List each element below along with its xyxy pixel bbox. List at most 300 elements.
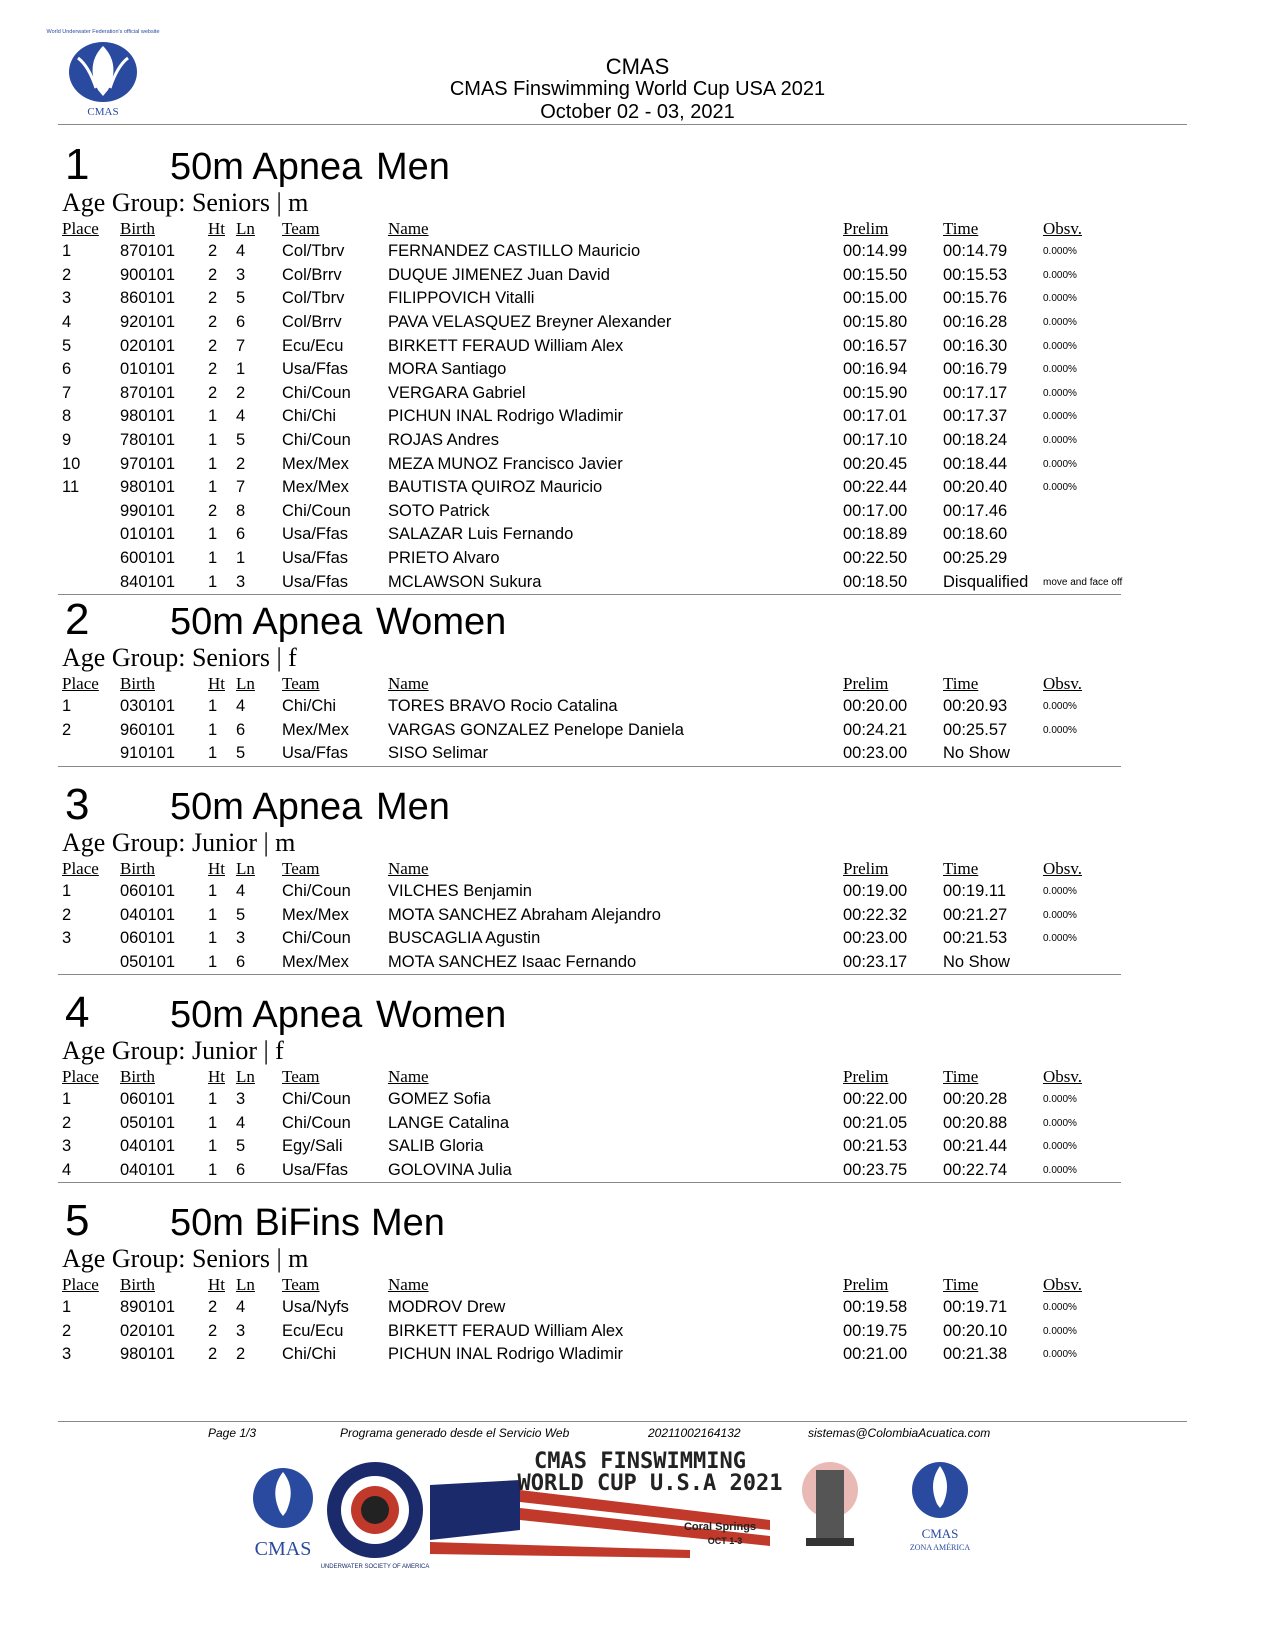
table-row <box>62 287 1192 311</box>
cell-prelim: 00:21.05 <box>843 1113 908 1132</box>
column-header-name: Name <box>388 219 429 238</box>
cell-team: Mex/Mex <box>282 454 349 473</box>
table-row <box>62 1296 1192 1320</box>
cell-name: DUQUE JIMENEZ Juan David <box>388 265 610 284</box>
cell-name: SALIB Gloria <box>388 1137 484 1156</box>
cell-obsv: 0.000% <box>1043 435 1077 447</box>
cell-place: 1 <box>62 242 72 261</box>
event-name: 50m Apnea <box>170 994 363 1036</box>
column-header-heat: Ht <box>208 1275 225 1294</box>
cell-team: Egy/Sali <box>282 1137 343 1156</box>
age-group: Age Group: Seniors | m <box>62 1244 309 1273</box>
cell-name: VILCHES Benjamin <box>388 882 532 901</box>
cell-lane: 6 <box>236 525 246 544</box>
generated-by: Programa generado desde el Servicio Web <box>340 1426 570 1440</box>
cell-obsv: 0.000% <box>1043 317 1077 329</box>
column-header-name: Name <box>388 859 429 878</box>
cell-lane: 7 <box>236 336 246 355</box>
cell-heat: 1 <box>208 744 218 763</box>
cell-name: PICHUN INAL Rodrigo Wladimir <box>388 1345 624 1364</box>
table-row <box>62 240 1192 264</box>
cell-obsv: 0.000% <box>1043 1325 1077 1337</box>
column-header-prelim: Prelim <box>843 859 889 878</box>
cell-name: BUSCAGLIA Agustin <box>388 929 541 948</box>
cell-team: Mex/Mex <box>282 720 349 739</box>
cell-name: GOLOVINA Julia <box>388 1161 512 1180</box>
cell-time: 00:19.11 <box>943 882 1007 901</box>
cell-lane: 5 <box>236 431 246 450</box>
cell-heat: 2 <box>208 1321 218 1340</box>
cell-prelim: 00:19.00 <box>843 882 908 901</box>
cell-team: Chi/Coun <box>282 501 351 520</box>
column-header-obsv: Obsv. <box>1043 1067 1083 1086</box>
cell-place: 6 <box>62 360 72 379</box>
cell-time: 00:17.17 <box>943 383 1008 402</box>
cell-prelim: 00:23.00 <box>843 929 908 948</box>
cell-obsv <box>1043 951 1192 975</box>
cell-birth: 890101 <box>120 1298 176 1317</box>
cell-prelim: 00:16.94 <box>843 360 908 379</box>
column-header-time: Time <box>943 859 979 878</box>
cell-birth: 960101 <box>120 720 176 739</box>
column-header-team: Team <box>282 674 320 693</box>
cell-time: 00:18.44 <box>943 454 1008 473</box>
cell-prelim: 00:15.00 <box>843 289 908 308</box>
cell-team: Col/Brrv <box>282 313 342 332</box>
cell-heat: 1 <box>208 1090 218 1109</box>
event-gender: Women <box>376 601 507 643</box>
cell-obsv <box>1043 547 1192 571</box>
event-section <box>62 988 1192 1183</box>
table-row <box>62 311 1192 335</box>
event-section <box>62 140 1192 595</box>
document-header <box>0 55 1275 124</box>
cell-prelim: 00:22.32 <box>843 905 908 924</box>
column-header-name: Name <box>388 674 429 693</box>
cell-birth: 870101 <box>120 242 176 261</box>
event-number: 4 <box>65 988 90 1037</box>
cell-time: 00:16.28 <box>943 313 1008 332</box>
cell-birth: 010101 <box>120 525 176 544</box>
column-header-place: Place <box>62 859 99 878</box>
cell-prelim: 00:15.50 <box>843 265 908 284</box>
cell-birth: 970101 <box>120 454 176 473</box>
banner-zona-text: ZONA AMÉRICA <box>909 1543 971 1552</box>
cell-heat: 2 <box>208 1345 218 1364</box>
cell-heat: 2 <box>208 336 218 355</box>
table-row <box>62 570 1192 594</box>
cell-heat: 2 <box>208 313 218 332</box>
cell-name: VARGAS GONZALEZ Penelope Daniela <box>388 720 684 739</box>
cell-birth: 900101 <box>120 265 176 284</box>
event-name: 50m Apnea <box>170 601 363 643</box>
table-row <box>62 382 1192 406</box>
report-code: 20211002164132 <box>648 1426 741 1440</box>
event-section <box>62 780 1192 975</box>
cell-prelim: 00:16.57 <box>843 336 908 355</box>
cell-name: MCLAWSON Sukura <box>388 572 542 591</box>
cell-lane: 1 <box>236 549 246 568</box>
age-group: Age Group: Junior | m <box>62 828 296 857</box>
cell-birth: 010101 <box>120 360 176 379</box>
cell-heat: 2 <box>208 501 218 520</box>
event-number: 5 <box>65 1196 90 1245</box>
cell-lane: 1 <box>236 360 246 379</box>
cell-obsv: 0.000% <box>1043 364 1077 376</box>
cell-prelim: 00:17.00 <box>843 501 908 520</box>
cell-lane: 6 <box>236 953 246 972</box>
cell-name: SALAZAR Luis Fernando <box>388 525 574 544</box>
cell-obsv: 0.000% <box>1043 482 1077 494</box>
cell-birth: 980101 <box>120 1345 176 1364</box>
cell-prelim: 00:19.58 <box>843 1298 908 1317</box>
cell-birth: 980101 <box>120 478 176 497</box>
results-table <box>62 858 1192 974</box>
cell-heat: 2 <box>208 360 218 379</box>
cell-lane: 2 <box>236 1345 246 1364</box>
cell-heat: 2 <box>208 242 218 261</box>
cell-team: Mex/Mex <box>282 905 349 924</box>
cell-time: 00:20.28 <box>943 1090 1008 1109</box>
cell-place <box>62 742 120 766</box>
cell-heat: 1 <box>208 431 218 450</box>
cell-heat: 1 <box>208 697 218 716</box>
column-header-name: Name <box>388 1067 429 1086</box>
cell-prelim: 00:24.21 <box>843 720 908 739</box>
fit-and-fins-logo <box>802 1462 858 1546</box>
cell-place: 3 <box>62 289 72 308</box>
cell-birth: 840101 <box>120 572 176 591</box>
cell-name: MODROV Drew <box>388 1298 506 1317</box>
cell-lane: 4 <box>236 407 246 426</box>
cell-place: 10 <box>62 454 81 473</box>
cell-team: Usa/Ffas <box>282 549 349 568</box>
cell-team: Mex/Mex <box>282 953 349 972</box>
cell-obsv: 0.000% <box>1043 269 1077 281</box>
cell-place: 2 <box>62 265 72 284</box>
cell-lane: 4 <box>236 697 246 716</box>
cell-obsv <box>1043 523 1192 547</box>
cell-heat: 2 <box>208 1298 218 1317</box>
cell-birth: 860101 <box>120 289 176 308</box>
table-row <box>62 264 1192 288</box>
cell-birth: 040101 <box>120 1161 176 1180</box>
cell-heat: 1 <box>208 929 218 948</box>
event-title <box>62 1196 1192 1246</box>
event-divider <box>58 1182 1121 1183</box>
event-title <box>62 780 1192 830</box>
column-header-prelim: Prelim <box>843 1067 889 1086</box>
cell-name: MORA Santiago <box>388 360 507 379</box>
cell-team: Mex/Mex <box>282 478 349 497</box>
cell-time: 00:17.46 <box>943 501 1008 520</box>
cell-birth: 060101 <box>120 1090 176 1109</box>
cell-heat: 1 <box>208 1137 218 1156</box>
cell-obsv <box>1043 500 1192 524</box>
table-row <box>62 523 1192 547</box>
cell-lane: 5 <box>236 744 246 763</box>
column-header-team: Team <box>282 1275 320 1294</box>
column-header-obsv: Obsv. <box>1043 674 1083 693</box>
column-header-lane: Ln <box>236 674 255 693</box>
cell-time: 00:20.88 <box>943 1113 1008 1132</box>
cell-prelim: 00:17.10 <box>843 431 908 450</box>
cell-obsv: 0.000% <box>1043 411 1077 423</box>
column-header-birth: Birth <box>120 1275 155 1294</box>
column-header-prelim: Prelim <box>843 674 889 693</box>
event-name: 50m Apnea <box>170 786 363 828</box>
cell-obsv: 0.000% <box>1043 701 1077 713</box>
footer-divider <box>58 1421 1187 1422</box>
column-header-name: Name <box>388 1275 429 1294</box>
cell-team: Chi/Coun <box>282 882 351 901</box>
page-number: Page 1/3 <box>208 1426 257 1440</box>
event-name: 50m BiFins <box>170 1202 361 1244</box>
cell-heat: 2 <box>208 289 218 308</box>
cell-name: FILIPPOVICH Vitalli <box>388 289 535 308</box>
competition-dates: October 02 - 03, 2021 <box>540 101 735 123</box>
column-header-lane: Ln <box>236 1067 255 1086</box>
event-gender: Men <box>371 1202 445 1244</box>
column-header-heat: Ht <box>208 859 225 878</box>
cell-obsv: 0.000% <box>1043 1165 1077 1177</box>
cell-place: 1 <box>62 697 72 716</box>
cell-name: MOTA SANCHEZ Isaac Fernando <box>388 953 637 972</box>
cell-birth: 050101 <box>120 953 176 972</box>
cell-team: Chi/Chi <box>282 697 337 716</box>
banner-dates: OCT 1-3 <box>707 1536 743 1546</box>
table-row <box>62 719 1192 743</box>
column-header-birth: Birth <box>120 674 155 693</box>
cell-obsv: move and face off <box>1043 576 1123 588</box>
event-section <box>62 595 1192 767</box>
event-number: 3 <box>65 780 90 829</box>
cell-team: Chi/Coun <box>282 383 351 402</box>
age-group: Age Group: Seniors | f <box>62 643 297 672</box>
logo-caption: World Underwater Federation's official website <box>46 29 160 35</box>
cell-team: Chi/Coun <box>282 1090 351 1109</box>
cell-place: 1 <box>62 1090 72 1109</box>
cell-time: 00:15.53 <box>943 265 1008 284</box>
cell-name: BAUTISTA QUIROZ Mauricio <box>388 478 603 497</box>
cell-time: 00:20.40 <box>943 478 1008 497</box>
table-row <box>62 1112 1192 1136</box>
cell-place: 1 <box>62 1298 72 1317</box>
cell-time: 00:25.29 <box>943 549 1008 568</box>
banner-location: Coral Springs <box>683 1521 757 1533</box>
event-divider <box>58 974 1121 975</box>
cell-time: 00:21.53 <box>943 929 1008 948</box>
cell-name: MOTA SANCHEZ Abraham Alejandro <box>388 905 661 924</box>
cell-time: 00:18.24 <box>943 431 1008 450</box>
column-header-birth: Birth <box>120 1067 155 1086</box>
age-group: Age Group: Seniors | m <box>62 188 309 217</box>
cell-time: 00:22.74 <box>943 1161 1008 1180</box>
column-header-birth: Birth <box>120 219 155 238</box>
banner-line1: CMAS FINSWIMMING <box>534 1449 746 1474</box>
cell-prelim: 00:22.44 <box>843 478 908 497</box>
cell-place: 11 <box>62 478 80 497</box>
cell-prelim: 00:22.00 <box>843 1090 908 1109</box>
table-row <box>62 1088 1192 1112</box>
cell-team: Col/Tbrv <box>282 242 345 261</box>
cell-lane: 2 <box>236 383 246 402</box>
cell-place: 3 <box>62 1345 72 1364</box>
cell-prelim: 00:18.89 <box>843 525 908 544</box>
cell-name: PAVA VELASQUEZ Breyner Alexander <box>388 313 672 332</box>
header-divider <box>58 124 1187 125</box>
table-row <box>62 405 1192 429</box>
column-header-time: Time <box>943 1275 979 1294</box>
event-number: 1 <box>65 140 90 189</box>
cell-place: 8 <box>62 407 72 426</box>
cell-birth: 910101 <box>120 744 176 763</box>
cell-team: Usa/Ffas <box>282 1161 349 1180</box>
cell-lane: 5 <box>236 905 246 924</box>
table-row <box>62 1135 1192 1159</box>
column-header-place: Place <box>62 1067 99 1086</box>
cell-name: VERGARA Gabriel <box>388 383 526 402</box>
cell-obsv: 0.000% <box>1043 246 1077 258</box>
cell-place: 2 <box>62 1113 72 1132</box>
column-header-birth: Birth <box>120 859 155 878</box>
banner-zona-cmas: CMAS <box>921 1526 959 1541</box>
cell-time: 00:16.79 <box>943 360 1008 379</box>
table-row <box>62 452 1192 476</box>
cell-heat: 1 <box>208 882 218 901</box>
cell-lane: 3 <box>236 265 246 284</box>
cell-lane: 3 <box>236 572 246 591</box>
cell-lane: 8 <box>236 501 246 520</box>
column-header-team: Team <box>282 1067 320 1086</box>
cell-lane: 4 <box>236 882 246 901</box>
cell-lane: 3 <box>236 1090 246 1109</box>
cell-place: 5 <box>62 336 72 355</box>
cell-name: FERNANDEZ CASTILLO Mauricio <box>388 242 641 261</box>
column-header-lane: Ln <box>236 859 255 878</box>
cell-prelim: 00:21.00 <box>843 1345 908 1364</box>
table-row <box>62 742 1192 766</box>
cell-place: 2 <box>62 720 72 739</box>
cell-time: 00:20.10 <box>943 1321 1008 1340</box>
cell-time: 00:25.57 <box>943 720 1008 739</box>
table-row <box>62 1343 1192 1367</box>
cell-prelim: 00:18.50 <box>843 572 908 591</box>
cell-lane: 3 <box>236 929 246 948</box>
cell-name: SISO Selimar <box>388 744 488 763</box>
cell-obsv: 0.000% <box>1043 933 1077 945</box>
cell-team: Ecu/Ecu <box>282 336 344 355</box>
table-header-row <box>62 1274 1192 1296</box>
event-divider <box>58 766 1121 767</box>
cell-obsv <box>1043 742 1192 766</box>
table-header-row <box>62 858 1192 880</box>
cell-prelim: 00:20.00 <box>843 697 908 716</box>
underwater-society-seal <box>321 1462 430 1570</box>
cell-place: 4 <box>62 313 72 332</box>
cell-place: 3 <box>62 1137 72 1156</box>
cell-time: 00:21.38 <box>943 1345 1008 1364</box>
logo-text: CMAS <box>87 106 119 118</box>
cell-name: PICHUN INAL Rodrigo Wladimir <box>388 407 624 426</box>
cell-obsv: 0.000% <box>1043 458 1077 470</box>
cell-heat: 1 <box>208 1113 218 1132</box>
results-table <box>62 673 1192 766</box>
cell-birth: 040101 <box>120 1137 176 1156</box>
cell-lane: 6 <box>236 1161 246 1180</box>
cell-time: 00:21.44 <box>943 1137 1008 1156</box>
event-name: 50m Apnea <box>170 146 363 188</box>
column-header-time: Time <box>943 219 979 238</box>
cell-heat: 2 <box>208 383 218 402</box>
cell-birth: 050101 <box>120 1113 176 1132</box>
cell-lane: 4 <box>236 1298 246 1317</box>
cell-obsv: 0.000% <box>1043 1141 1077 1153</box>
cell-team: Usa/Ffas <box>282 360 349 379</box>
cell-birth: 060101 <box>120 929 176 948</box>
cell-time: 00:16.30 <box>943 336 1008 355</box>
cell-prelim: 00:23.75 <box>843 1161 908 1180</box>
cell-prelim: 00:14.99 <box>843 242 908 261</box>
cell-heat: 1 <box>208 407 218 426</box>
column-header-heat: Ht <box>208 1067 225 1086</box>
event-number: 2 <box>65 595 90 644</box>
column-header-place: Place <box>62 219 99 238</box>
table-row <box>62 547 1192 571</box>
table-header-row <box>62 218 1192 240</box>
cell-prelim: 00:17.01 <box>843 407 908 426</box>
cell-lane: 3 <box>236 1321 246 1340</box>
cell-name: LANGE Catalina <box>388 1113 510 1132</box>
org-name: CMAS <box>605 54 670 79</box>
table-row <box>62 334 1192 358</box>
cell-time: 00:18.60 <box>943 525 1008 544</box>
column-header-team: Team <box>282 219 320 238</box>
cell-lane: 5 <box>236 289 246 308</box>
column-header-obsv: Obsv. <box>1043 1275 1083 1294</box>
cell-lane: 5 <box>236 1137 246 1156</box>
cell-obsv: 0.000% <box>1043 909 1077 921</box>
cell-team: Usa/Ffas <box>282 744 349 763</box>
table-row <box>62 904 1192 928</box>
cell-obsv: 0.000% <box>1043 1302 1077 1314</box>
cell-team: Usa/Nyfs <box>282 1298 349 1317</box>
cell-heat: 1 <box>208 1161 218 1180</box>
cell-birth: 600101 <box>120 549 176 568</box>
column-header-team: Team <box>282 859 320 878</box>
cell-team: Chi/Chi <box>282 407 337 426</box>
cell-time: 00:19.71 <box>943 1298 1008 1317</box>
column-header-obsv: Obsv. <box>1043 859 1083 878</box>
cell-team: Chi/Chi <box>282 1345 337 1364</box>
event-section <box>62 1196 1192 1367</box>
cell-team: Usa/Ffas <box>282 572 349 591</box>
event-title <box>62 988 1192 1038</box>
cell-prelim: 00:15.80 <box>843 313 908 332</box>
table-header-row <box>62 673 1192 695</box>
table-row <box>62 429 1192 453</box>
contact-email: sistemas@ColombiaAcuatica.com <box>808 1426 991 1440</box>
column-header-lane: Ln <box>236 219 255 238</box>
cell-obsv: 0.000% <box>1043 340 1077 352</box>
cell-team: Usa/Ffas <box>282 525 349 544</box>
cell-obsv: 0.000% <box>1043 387 1077 399</box>
table-row <box>62 695 1192 719</box>
event-title <box>62 595 1192 645</box>
cell-heat: 1 <box>208 720 218 739</box>
cell-time: 00:17.37 <box>943 407 1008 426</box>
cell-prelim: 00:20.45 <box>843 454 908 473</box>
